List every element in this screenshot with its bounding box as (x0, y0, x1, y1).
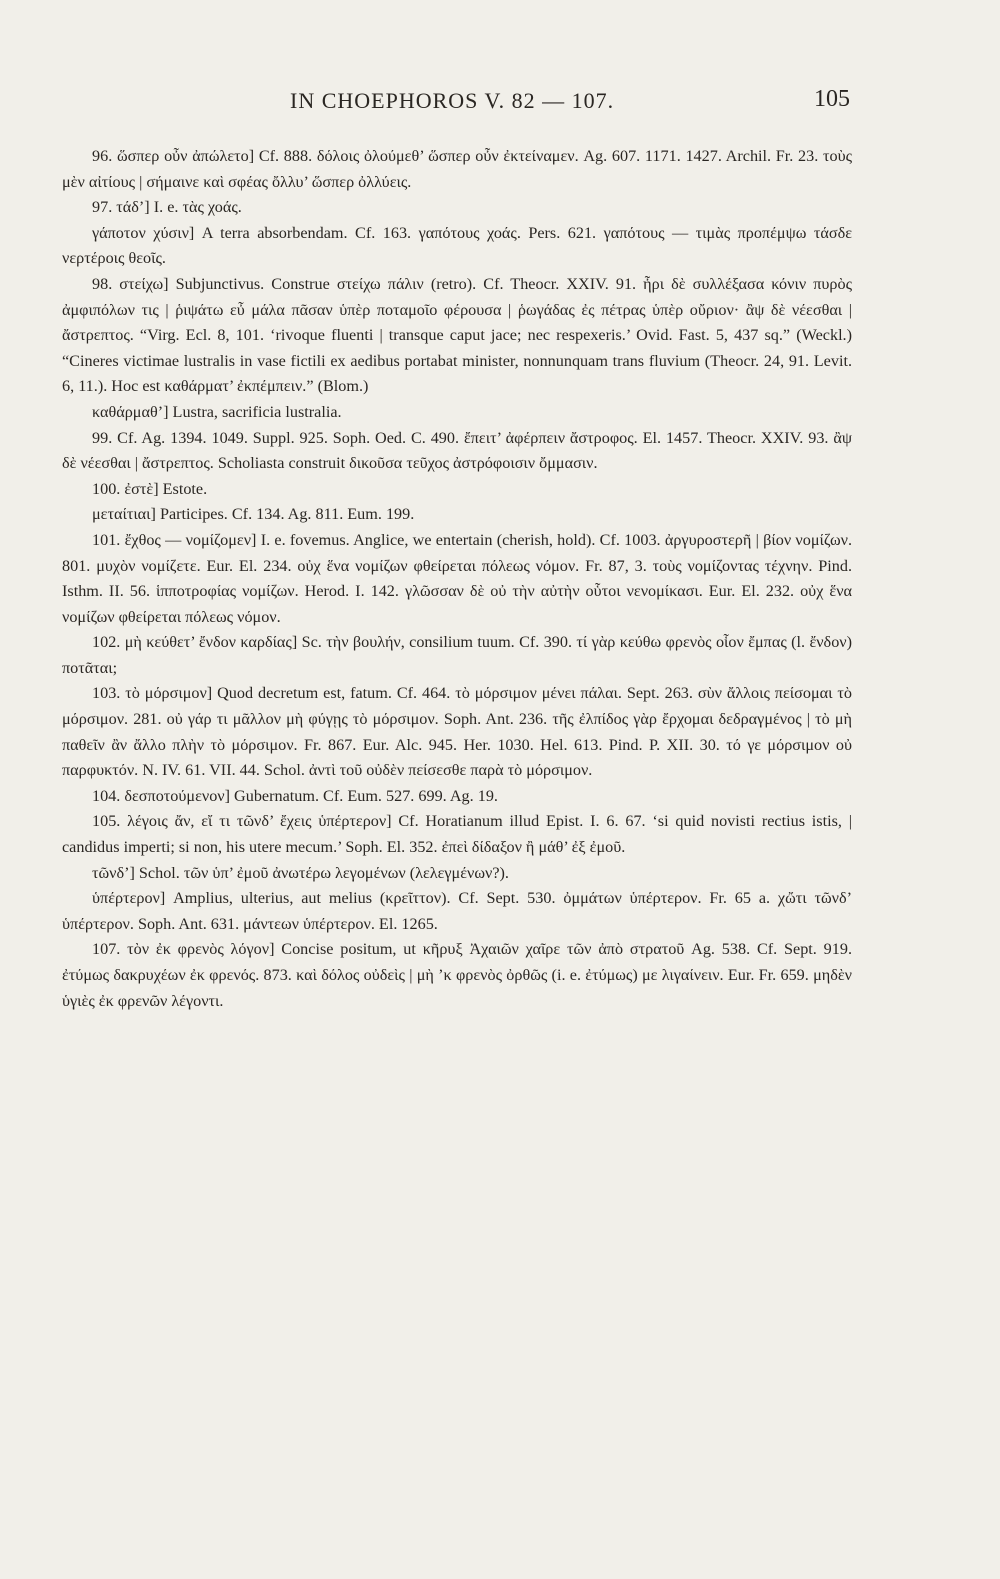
note-107: 107. τὸν ἐκ φρενὸς λόγον] Concise positum, ut κῆρυξ Ἀχαιῶν χαῖρε τῶν ἀπὸ στρατοῦ Ag. 538. Cf. Sept. 919. ἐτύμως δακρυχέων ἐκ φρενός. 873. καὶ δόλος οὐδεὶς | μὴ ’κ φρενὸς ὀρθῶς (i. e. ἐτύμως) με λιγαίνειν. Eur. Fr. 659. μηδὲν ὑγιὲς ἐκ φρενῶν λέγοντι. (62, 940, 852, 1010)
note-105: 105. λέγοις ἄν, εἴ τι τῶνδ’ ἔχεις ὑπέρτερον] Cf. Horatianum illud Epist. I. 6. 67. ‘si quid novisti rectius istis, | candidus imperti; si non, his utere mecum.’ Soph. El. 352. ἐπεὶ δίδαξον ἢ μάθ’ ἐξ ἐμοῦ. (62, 812, 852, 857)
note-97: 97. τάδ’] I. e. τὰς χοάς. (92, 198, 242, 217)
note-104: 104. δεσποτούμενον] Gubernatum. Cf. Eum. 527. 699. Ag. 19. (92, 786, 498, 805)
note-97-gapoton: γάποτον χύσιν] A terra absorbendam. Cf. 163. γαπότους χοάς. Pers. 621. γαπότους — τιμὰς προπέμψω τάσδε νερτέροις θεοῖς. (62, 223, 852, 268)
page-number: 105 (814, 86, 850, 112)
note-98: 98. στείχω] Subjunctivus. Construe στείχω πάλιν (retro). Cf. Theocr. XXIV. 91. ἦρι δὲ συλλέξασα κόνιν πυρὸς ἀμφιπόλων τις | ῥιψάτω εὖ μάλα πᾶσαν ὑπὲρ ποταμοῖο φέρουσα | ῥωγάδας ἐς πέτρας ὑπὲρ οὔριον· ἂψ δὲ νέεσθαι | ἄστρεπτος. “Virg. Ecl. 8, 101. ‘rivoque fluenti | transque caput jace; nec respexeris.’ Ovid. Fast. 5, 437 sq.” (Weckl.) “Cineres victimae lustralis in vase fictili ex aedibus portabat minister, nonnunquam trans fluvium (Theocr. 24, 91. Levit. 6, 11.). Hoc est καθάρματ’ ἐκπέμπειν.” (Blom.) (62, 274, 852, 396)
note-98-katharmath: καθάρμαθ’] Lustra, sacrificia lustralia. (92, 402, 342, 421)
note-100: 100. ἐστὲ] Estote. (92, 479, 208, 498)
page-header (60, 88, 850, 128)
note-102: 102. μὴ κεύθετ’ ἔνδον καρδίας] Sc. τὴν βουλήν, consilium tuum. Cf. 390. τί γὰρ κεύθω φρενὸς οἷον ἔμπας (l. ἔνδον) ποτᾶται; (62, 633, 852, 677)
note-105-hyperteron: ὑπέρτερον] Amplius, ulterius, aut melius (κρεῖττον). Cf. Sept. 530. ὀμμάτων ὑπέρτερον. Fr. 65 a. χὤτι τῶνδ’ ὑπέρτερον. Soph. Ant. 631. μάντεων ὑπέρτερον. El. 1265. (62, 889, 852, 933)
note-103: 103. τὸ μόρσιμον] Quod decretum est, fatum. Cf. 464. τὸ μόρσιμον μένει πάλαι. Sept. 263. σὺν ἄλλοις πείσομαι τὸ μόρσιμον. 281. οὐ γάρ τι μᾶλλον μὴ φύγῃς τὸ μόρσιμον. Soph. Ant. 236. τῆς ἐλπίδος γὰρ ἔρχομαι δεδραγμένος | τὸ μὴ παθεῖν ἂν ἄλλο πλὴν τὸ μόρσιμον. Fr. 867. Eur. Alc. 945. Her. 1030. Hel. 613. Pind. P. XII. 30. τό γε μόρσιμον οὐ παρφυκτόν. N. IV. 61. VII. 44. Schol. ἀντὶ τοῦ οὐδὲν πείσεσθε παρὰ τὸ μόρσιμον. (62, 684, 852, 780)
note-99: 99. Cf. Ag. 1394. 1049. Suppl. 925. Soph. Oed. C. 490. ἔπειτ’ ἀφέρπειν ἄστροφος. El. 1457. Theocr. XXIV. 93. ἂψ δὲ νέεσθαι | ἄστρεπτος. Scholiasta construit δικοῦσα τεῦχος ἀστρόφοισιν ὄμμασιν. (62, 428, 852, 473)
running-head: IN CHOEPHOROS V. 82 — 107. (290, 88, 615, 113)
note-100-metaitiai: μεταίτιαι] Participes. Cf. 134. Ag. 811. Eum. 199. (92, 505, 415, 524)
note-101: 101. ἔχθος — νομίζομεν] I. e. fovemus. Anglice, we entertain (cherish, hold). Cf. 1003. ἀργυροστερῆ | βίον νομίζων. 801. μυχὸν νομίζετε. Eur. El. 234. οὐχ ἕνα νομίζων φθείρεται πόλεως νόμον. Fr. 87, 3. τοὺς νομίζοντας τέχνην. Pind. Isthm. II. 56. ἱπποτροφίας νομίζων. Herod. I. 142. γλῶσσαν δὲ οὐ τὴν αὐτὴν οὗτοι νενομίκασι. Eur. El. 232. οὐχ ἕνα νομίζων φθείρεται πόλεως νόμον. (62, 530, 852, 626)
note-96: 96. ὥσπερ οὖν ἀπώλετο] Cf. 888. δόλοις ὀλούμεθ’ ὥσπερ οὖν ἐκτείναμεν. Ag. 607. 1171. 1427. Archil. Fr. 23. τοὺς μὲν αἰτίους | σήμαινε καὶ σφέας ὄλλυ’ ὥσπερ ὀλλύεις. (62, 147, 852, 191)
note-105-tond: τῶνδ’] Schol. τῶν ὑπ’ ἐμοῦ ἀνωτέρω λεγομένων (λελεγμένων?). (92, 863, 509, 882)
commentary-body (62, 144, 852, 1014)
